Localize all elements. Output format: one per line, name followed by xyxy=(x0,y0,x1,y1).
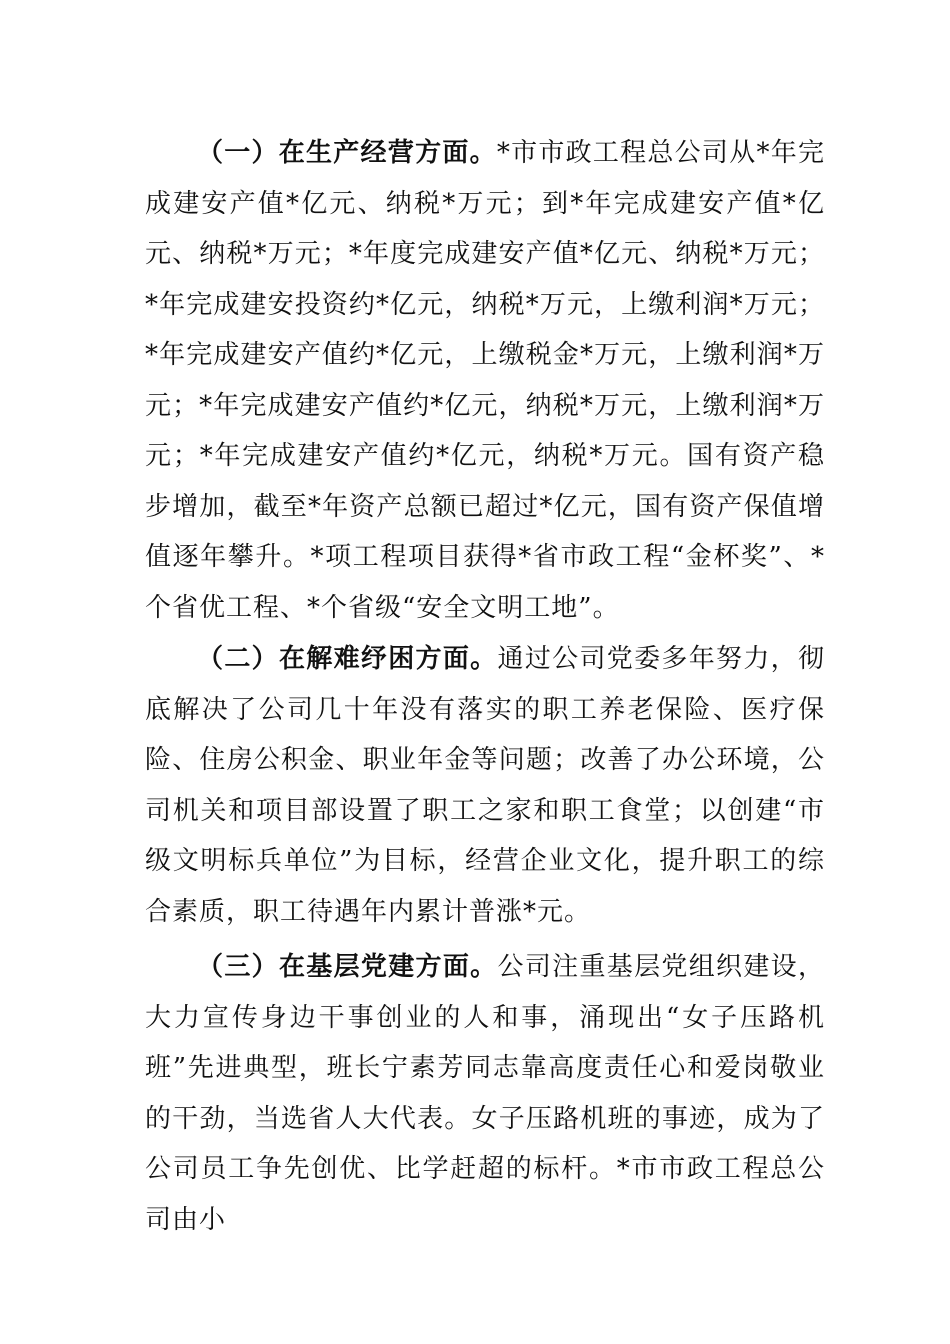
paragraph-production-operations xyxy=(145,128,825,633)
paragraph-relief-difficulties xyxy=(145,634,825,937)
paragraph-body: *市市政工程总公司从*年完成建安产值*亿元、纳税*万元；到*年完成建安产值*亿元、纳税*万元；*年度完成建安产值*亿元、纳税*万元；*年完成建安投资约*亿元，纳税*万元，上缴利润*万元；*年完成建安产值约*亿元，上缴税金*万元，上缴利润*万元；*年完成建安产值约*亿元，纳税*万元，上缴利润*万元；*年完成建安产值约*亿元，纳税*万元。国有资产稳步增加，截至*年资产总额已超过*亿元，国有资产保值增值逐年攀升。*项工程项目获得*省市政工程“金杯奖”、*个省优工程、*个省级“安全文明工地”。 xyxy=(145,138,825,623)
paragraph-grassroots-party xyxy=(145,942,825,1245)
paragraph-body: 通过公司党委多年努力，彻底解决了公司几十年没有落实的职工养老保险、医疗保险、住房公积金、职业年金等问题；改善了办公环境，公司机关和项目部设置了职工之家和职工食堂；以创建“市级文明标兵单位”为目标，经营企业文化，提升职工的综合素质，职工待遇年内累计普涨*元。 xyxy=(145,644,825,927)
paragraph-body: 公司注重基层党组织建设，大力宣传身边干事创业的人和事，涌现出“女子压路机班”先进典型，班长宁素芳同志靠高度责任心和爱岗敬业的干劲，当选省人大代表。女子压路机班的事迹，成为了公司员工争先创优、比学赶超的标杆。*市市政工程总公司由小 xyxy=(145,952,825,1235)
paragraph-heading: （二）在解难纾困方面。 xyxy=(197,644,498,674)
paragraph-heading: （一）在生产经营方面。 xyxy=(197,138,497,168)
paragraph-heading: （三）在基层党建方面。 xyxy=(197,952,498,982)
